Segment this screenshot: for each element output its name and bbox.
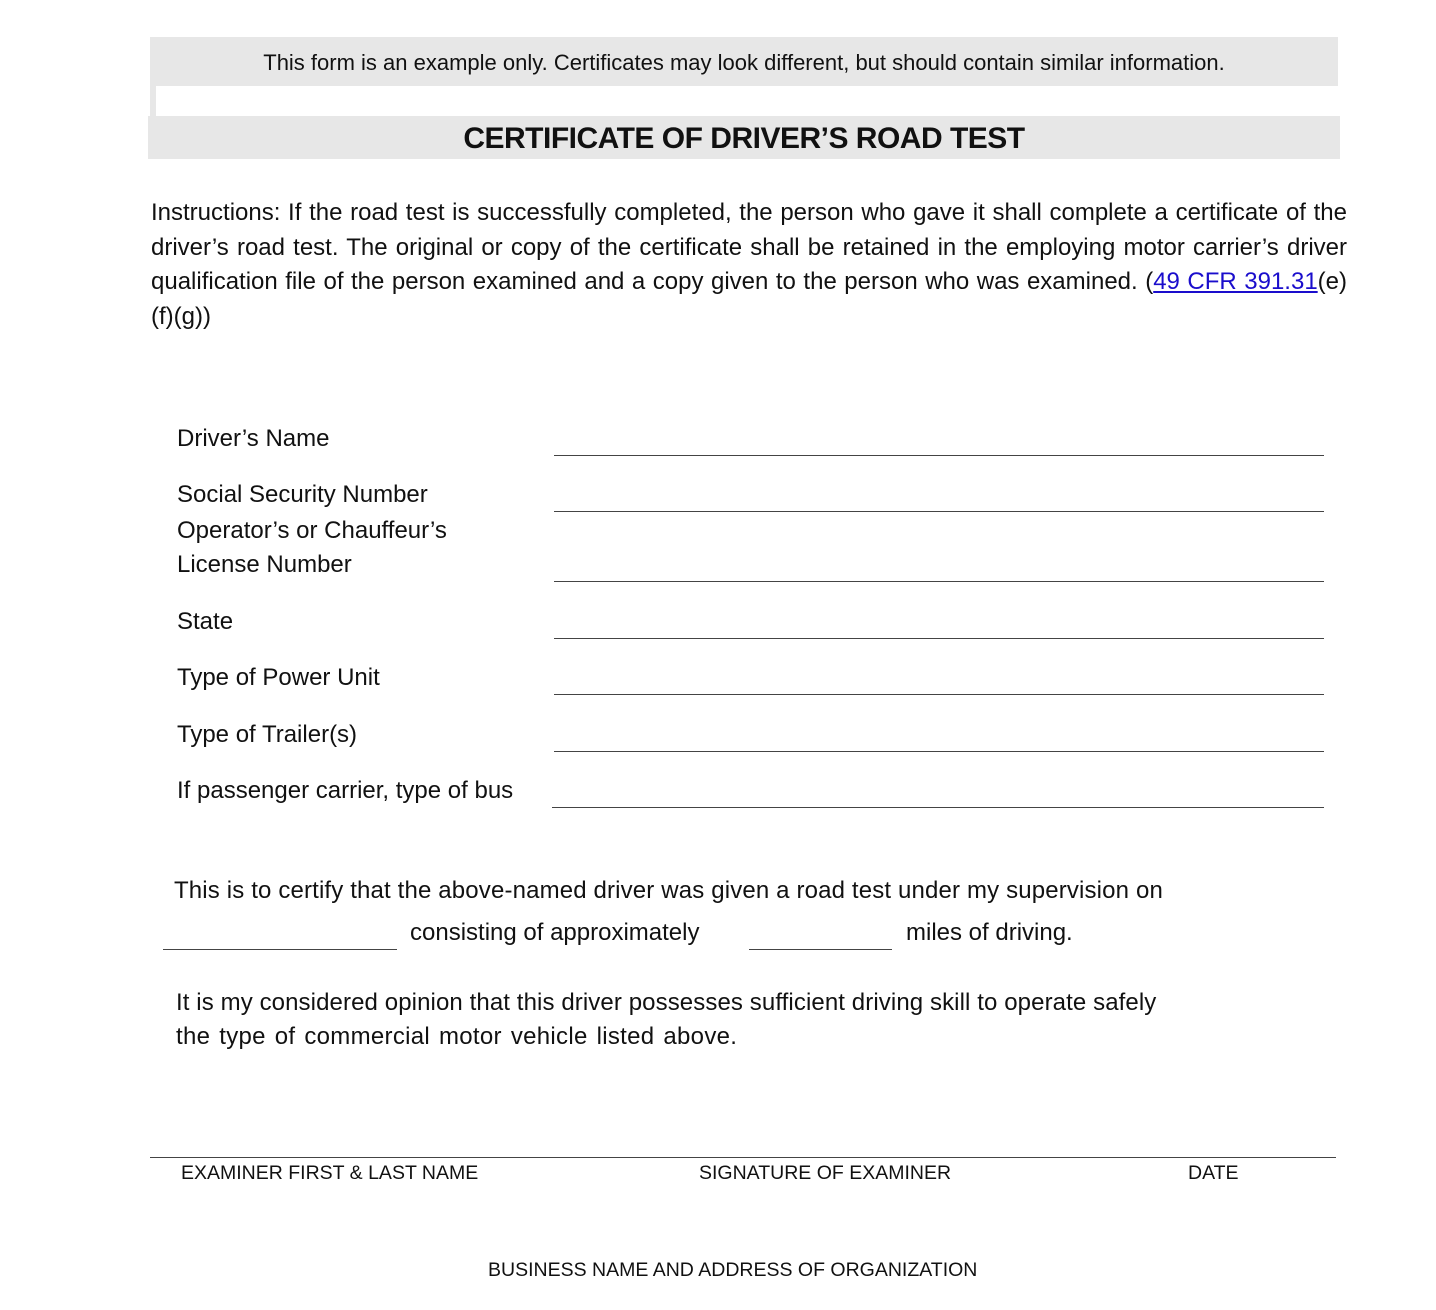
license-label-line1: Operator’s or Chauffeur’s [177,517,447,544]
trailers-label: Type of Trailer(s) [177,721,358,748]
power-unit-label: Type of Power Unit [177,664,380,691]
ssn-label: Social Security Number [177,481,428,508]
disclaimer-banner [150,37,1338,86]
banner-spacer [150,86,1338,116]
signature-line[interactable] [150,1157,1336,1158]
date-caption: DATE [1188,1162,1239,1184]
form-title: CERTIFICATE OF DRIVER’S ROAD TEST [463,122,1025,155]
instructions-suffix: (e)(f)(g)) [151,268,1348,330]
certify-statement: This is to certify that the above-named driver was given a road test under my supervision on [174,877,1163,904]
bus-type-label: If passenger carrier, type of bus [177,777,514,804]
consisting-text: consisting of approximately [410,919,700,946]
instructions-paragraph [151,196,1347,334]
disclaimer-text: This form is an example only. Certificates may look different, but should contain similar information. [263,50,1225,75]
miles-field[interactable] [749,949,892,950]
business-caption: BUSINESS NAME AND ADDRESS OF ORGANIZATION [488,1259,978,1281]
bus-type-field[interactable] [552,807,1324,808]
miles-text: miles of driving. [906,919,1073,946]
driver-name-label: Driver’s Name [177,425,330,452]
signature-caption: SIGNATURE OF EXAMINER [699,1162,952,1184]
license-number-field[interactable] [554,581,1324,582]
power-unit-field[interactable] [554,694,1324,695]
state-field[interactable] [554,638,1324,639]
examiner-name-caption: EXAMINER FIRST & LAST NAME [181,1162,479,1184]
ssn-field[interactable] [554,511,1324,512]
trailers-field[interactable] [554,751,1324,752]
form-title-bar [148,116,1340,159]
opinion-line1: It is my considered opinion that this driver possesses sufficient driving skill to operate safely [176,989,1157,1016]
instructions-text: Instructions: If the road test is successfully completed, the person who gave it shall complete a certificate of the driver’s road test. The original or copy of the certificate shall be retained in the employing motor carrier’s driver qualification file of the person examined and a copy given to the person who was examined. ( [151,199,1347,295]
cfr-link[interactable]: 49 CFR 391.31 [1153,268,1318,295]
opinion-line2: the type of commercial motor vehicle listed above. [176,1023,738,1050]
test-date-field[interactable] [163,949,397,950]
state-label: State [177,608,234,635]
driver-name-field[interactable] [554,455,1324,456]
license-label-line2: License Number [177,551,352,578]
